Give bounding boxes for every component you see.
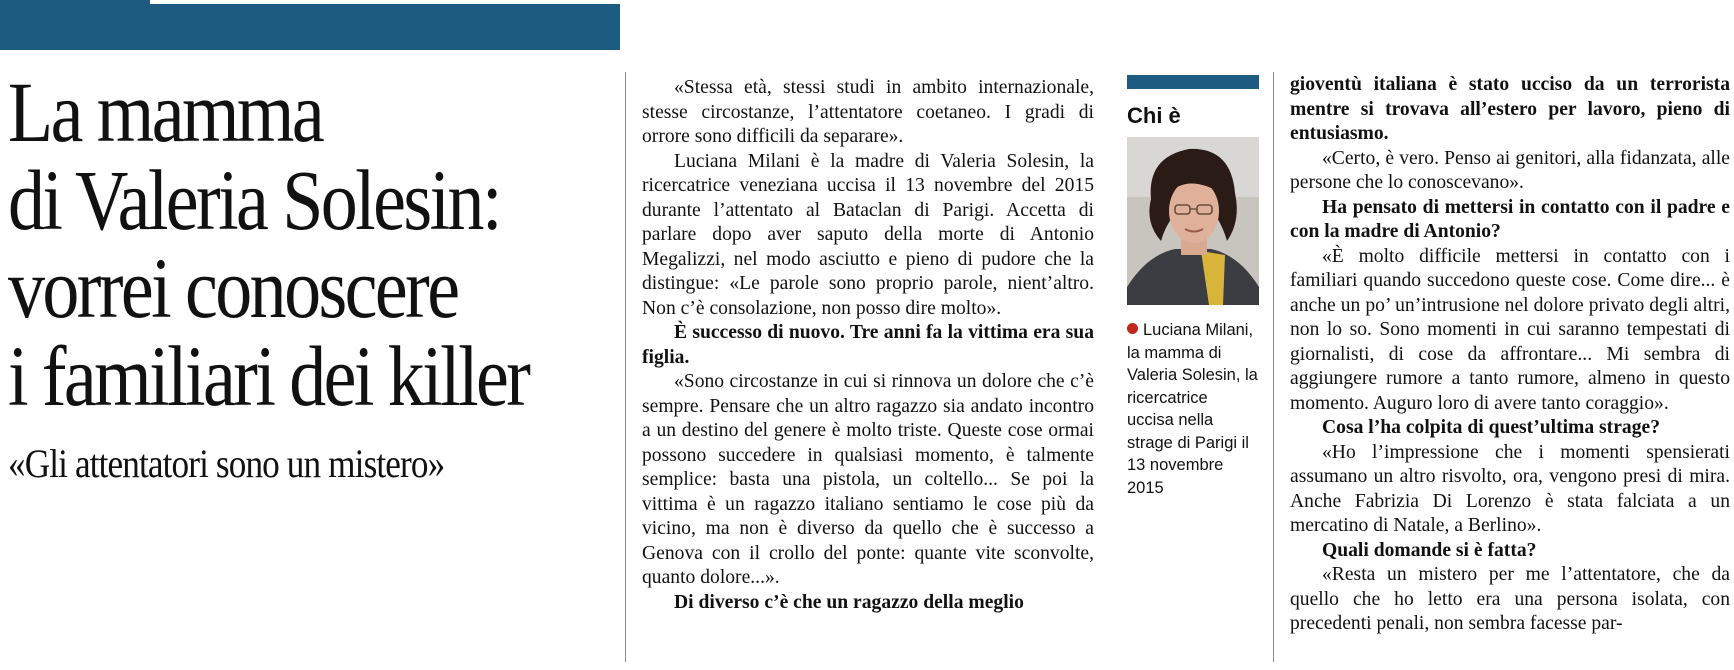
- article-paragraph: «Stessa età, stessi studi in ambito internazionale, stesse circostanze, l’attentatore coetaneo. I gradi di orrore sono difficili da separare».: [642, 77, 1094, 147]
- headline-line: di Valeria Solesin:: [8, 152, 500, 248]
- column-divider: [1273, 72, 1274, 662]
- article-paragraph: «È molto difficile mettersi in contatto con i familiari quando succedono queste cose. Come dire... è anche un po’ un’intrusione nel dolore privato degli altri, non lo so. Sono momenti in cui saranno tempestati di giornalisti, di cose da affrontare... Mi sembra di aggiungere rumore a tanto rumore, almeno in questo momento. Auguro loro di avere tanto coraggio».: [1290, 245, 1730, 414]
- article-paragraph: Luciana Milani è la madre di Valeria Solesin, la ricercatrice veneziana uccisa il 13 novembre del 2015 durante l’attentato al Bataclan di Parigi. Accetta di parlare dopo aver saputo della morte di Antonio Megalizzi, nel modo asciutto e pieno di pudore che la distingue: «Le parole sono proprio parole, nient’altro. Non c’è consolazione, non posso dire molto».: [642, 150, 1094, 319]
- interview-question: Di diverso c’è che un ragazzo della meglio: [674, 591, 1024, 613]
- interview-question: Ha pensato di mettersi in contatto con il padre e con la madre di Antonio?: [1290, 196, 1730, 242]
- article-column-2: [1290, 73, 1730, 667]
- article-paragraph: «Sono circostanze in cui si rinnova un dolore che c’è sempre. Pensare che un altro ragazzo sia andato incontro a un destino del genere è molto triste. Queste cose ormai possono succedere in qualsiasi momento, è talmente semplice: basta una pistola, un coltello... Se poi la vittima è un ragazzo italiano sentiamo le cose più da vicino, ma non è diverso da quello che è successo a Genova con il crollo del ponte: quante vite sconvolte, quanto dolore...».: [642, 371, 1094, 588]
- bullet-icon: [1127, 323, 1138, 334]
- column-divider: [625, 72, 626, 662]
- article-paragraph: «Resta un mistero per me l’attentatore, che da quello che ho letto era una persona isolata, con precedenti penali, non sembra facesse par-: [1290, 564, 1730, 634]
- section-header-bar: [0, 4, 620, 50]
- interview-question: Quali domande si è fatta?: [1322, 539, 1537, 561]
- headline: [8, 64, 541, 424]
- profile-box-bar: [1127, 75, 1259, 89]
- subheadline: «Gli attentatori sono un mistero»: [8, 441, 445, 486]
- article-paragraph: «Certo, è vero. Penso ai genitori, alla fidanzata, alle persone che lo conoscevano».: [1290, 147, 1730, 193]
- portrait-photo: [1127, 137, 1259, 305]
- profile-box-title: Chi è: [1127, 103, 1181, 128]
- interview-question: gioventù italiana è stato ucciso da un terrorista mentre si trovava all’estero per lavoro, pieno di entusiasmo.: [1290, 74, 1730, 144]
- article-column-1: [642, 76, 1094, 670]
- portrait-illustration: [1127, 137, 1259, 305]
- photo-caption: [1127, 319, 1259, 499]
- headline-line: La mamma: [8, 64, 323, 160]
- interview-question: Cosa l’ha colpita di quest’ultima strage?: [1322, 417, 1660, 438]
- profile-box: [1127, 75, 1259, 499]
- interview-question: È successo di nuovo. Tre anni fa la vittima era sua figlia.: [642, 322, 1094, 368]
- photo-caption-text: Luciana Milani, la mamma di Valeria Solesin, la ricercatrice uccisa nella strage di Parigi il 13 novembre 2015: [1127, 321, 1258, 497]
- article-paragraph: «Ho l’impressione che i momenti spensierati assumano un altro risvolto, ora, vengono presi di mira. Anche Fabrizia Di Lorenzo è stata falciata a un mercatino di Natale, a Berlino».: [1290, 441, 1730, 536]
- headline-line: vorrei conoscere: [8, 240, 458, 336]
- headline-line: i familiari dei killer: [8, 328, 529, 424]
